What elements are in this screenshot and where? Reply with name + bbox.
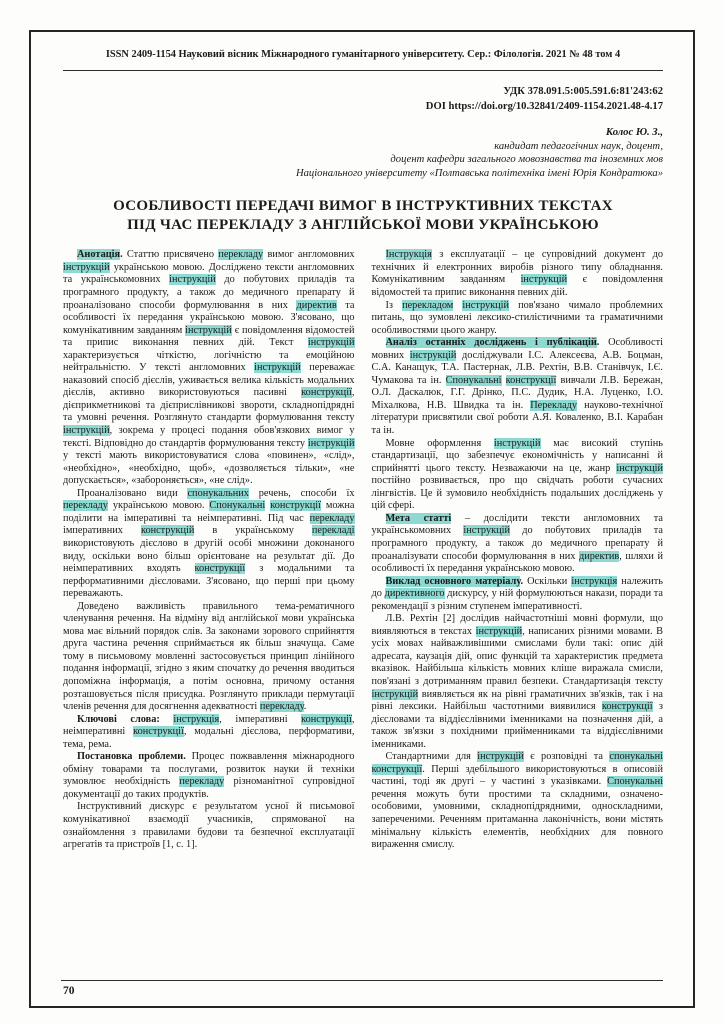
page-number: 70	[63, 985, 75, 997]
paragraph: Л.В. Рехтін [2] дослідив найчастотніші мовні формули, що виявляються в текстах інструкцій, написаних різними мовами. В усіх мовах найважливішими смислами були такі: опис дій адресата, каузація дій, опис функцій та характеристик предмета вказівок. Найбільша кількість мовних кліше виражала смисли, пов'язані з дотриманням правил безпеки. Стандартизація тексту інструкцій виявляється як на рівні граматичних зв'язків, так і на рівні лексики. Найбільш частотними виявилися конструкції з дієсловами та віддієслівними іменниками на позначення дій, а також зв'язки з похідними прийменниками та віддієслівними іменниками.	[371, 613, 664, 750]
highlight: інструкцій	[475, 625, 523, 637]
paragraph-lead: Постановка проблеми.	[77, 751, 192, 763]
highlight: інструкцій	[185, 324, 232, 336]
highlight: інструкцій	[520, 274, 568, 286]
paragraph: Ключові слова: інструкція, імперативні конструкції, неімперативні конструкції, модальні дієслова, перформативи, тема, рема.	[63, 713, 355, 750]
paragraph: Анотація. Статтю присвячено перекладу вимог англомовних інструкцій українською мовою. Досліджено тексти англомовних та українськомовних інструкцій до побутових приладів та програмного продукту, а також до медичного препарату й проаналізовано способи формулювання в них директив та особливості їх передання українською мовою. З'ясовано, що комунікативним завданням інструкцій є повідомлення відомостей та припис виконання певних дій. Текст інструкцій характеризується чіткістю, логічністю та емоційною нейтральністю. У тексті англомовних інструкцій переважає наказовий спосіб дієслів, уживається велика кількість модальних дієслів, активно використовуються пасивні конструкції, дієприкметникові та дієприслівникові звороти, складнопідрядні та умовні речення. Розглянуто стандарти формулювання тексту інструкцій, зокрема у процесі подання обов'язкових вимог у тексті. Відповідно до стандартів формулювання тексту інструкцій у тексті мають використовуватися слова «повинен», «слід», «необхідно», «необхідно, щоб», «дозволяється тільки», «не допускається», «забороняється», «не слід».	[63, 249, 355, 487]
highlight: інструкція	[173, 713, 220, 725]
highlight: перекладу	[309, 512, 355, 524]
highlight: Анотація	[77, 249, 121, 261]
highlight: перекладі	[311, 525, 355, 537]
highlight: Спонукальні	[445, 374, 502, 386]
highlight: директив	[579, 550, 620, 562]
article-title-line1: ОСОБЛИВОСТІ ПЕРЕДАЧІ ВИМОГ В ІНСТРУКТИВНИХ ТЕКСТАХ	[113, 198, 613, 215]
paragraph: Доведено важливість правильного тема-рематичного членування речення. На відміну від англійської мови українська мова має вільний порядок слів. За законами зорового сприйняття друга частина речення сприймається як більш значуща. Саме тому в письмовому мовленні застосовується принцип лінійного подання інформації, згідно з яким спочатку до речення вводиться допоміжна інформація, а потім основна, причому остання розташовується після присудка. Розглянуто приклади пермутації членів речення для досягнення адекватності перекладу.	[63, 600, 355, 713]
highlight: інструкцій	[463, 525, 510, 537]
journal-header: ISSN 2409-1154 Науковий вісник Міжнародного гуманітарного університету. Сер.: Філологія. 2021 № 48 том 4	[63, 44, 663, 71]
paragraph: Постановка проблеми. Процес пожвавлення міжнародного обміну товарами та послугами, розвиток науки й техніки зумовлює необхідність перекладу різноманітної супровідної документації до таких продуктів.	[63, 751, 355, 800]
highlight: конструкції	[301, 387, 352, 399]
paragraph: Виклад основного матеріалу. Оскільки інструкція належить до директивного дискурсу, у ній формулюються накази, поради та рекомендації з різним ступенем імперативності.	[371, 575, 664, 612]
paragraph: Із перекладом інструкцій пов'язано чимало проблемних питань, що зумовлені лексико-стилістичними та граматичними особливостями цього жанру.	[371, 299, 663, 336]
article-title-line2: ПІД ЧАС ПЕРЕКЛАДУ З АНГЛІЙСЬКОЇ МОВИ УКРАЇНСЬКОЮ	[127, 216, 599, 233]
highlight: Виклад основного матеріалу	[385, 575, 521, 587]
author-position-line: доцент кафедри загального мовознавства та іноземних мов	[390, 154, 663, 166]
paragraph-lead: Аналіз останніх досліджень і публікацій.	[385, 337, 609, 349]
highlight: інструкція	[571, 575, 618, 587]
page-frame	[29, 30, 695, 1008]
highlight: перекладу	[179, 776, 225, 788]
author-university-line: Національного університету «Полтавська політехніка імені Юрія Кондратюка»	[295, 167, 663, 179]
author-name: Колос Ю. З.,	[605, 127, 663, 138]
paragraph: Стандартними для інструкцій є розповідні та спонукальні конструкції. Перші здебільшого використовуються в описовій частині, тоді як другі – у частині з указівками. Спонукальні речення можуть бути простими та складними, означено-особовими, умовними, складнопідрядними, односкладними, запереченими. Реченням притаманна лаконічність, вони містять мінімальну кількість елементів, необхідних для повного вираження смислу.	[371, 751, 663, 851]
highlight: перекладом	[402, 299, 454, 311]
highlight: Інструкція	[385, 249, 432, 261]
highlight: директив	[296, 299, 337, 311]
paragraph-lead	[386, 513, 465, 524]
highlight: спонукальних	[187, 487, 249, 499]
doi-line: DOI https://doi.org/10.32841/2409-1154.2021.48-4.17	[425, 101, 663, 112]
highlight: інструкцій	[477, 751, 524, 763]
highlight: інструкцій	[63, 261, 110, 273]
article-title	[67, 197, 659, 234]
highlight: конструкції	[371, 763, 423, 775]
paragraph: Проаналізовано види спонукальних речень, способи їх перекладу українською мовою. Спонукальні конструкції можна поділити на імперативні та неімперативні. Під час перекладу імперативних конструкцій в українському перекладі використовують дієслово в другій особі множини доконаного виду, оскільки воно більш орієнтоване на результат дії. До неімперативних входять конструкції з модальними та перформативними дієсловами. З'ясовано, що перші при цьому переважають.	[63, 487, 355, 600]
highlight: Аналіз останніх досліджень і публікацій	[385, 337, 597, 349]
paragraph: Мета статті – дослідити тексти англомовних та українськомовних інструкцій до побутових приладів та програмного продукту, а також до медичного препарату й проаналізувати способи формулювання в них директив, шляхи й особливості їх передання українською мовою.	[371, 512, 663, 575]
highlight: інструкцій	[169, 274, 216, 286]
highlight: інструкцій	[462, 299, 510, 311]
highlight: конструкції	[301, 713, 352, 725]
highlight: інструкцій	[254, 362, 301, 374]
highlight: конструкції	[601, 701, 653, 713]
author-block	[63, 126, 663, 180]
highlight: інструкцій	[307, 437, 355, 449]
highlight: спонукальні	[609, 751, 663, 763]
highlight: директивного	[384, 588, 445, 600]
highlight: конструкції	[270, 500, 321, 512]
highlight: Спонукальні	[607, 776, 663, 788]
highlight: конструкції	[133, 726, 184, 738]
highlight: перекладу	[218, 249, 264, 261]
article-body	[63, 249, 663, 851]
highlight: перекладу	[63, 500, 108, 512]
meta-block	[63, 84, 663, 114]
highlight: конструкції	[194, 563, 246, 575]
highlight: інструкцій	[409, 349, 457, 361]
highlight: інструкцій	[371, 688, 419, 700]
highlight: конструкцій	[140, 525, 195, 537]
paragraph-lead: Анотація.	[77, 249, 127, 261]
paragraph-lead: Виклад основного матеріалу.	[385, 575, 528, 587]
highlight: Мета статті	[385, 512, 452, 524]
paragraph: Мовне оформлення інструкцій має високий ступінь стандартизації, що забезпечує економічність у написанні й сприйнятті цього тексту. Незважаючи на це, жанр інструкцій постійно розвивається, про що свідчать роботи сучасних лінгвістів. Це й зумовило необхідність подальших досліджень у цій сфері.	[371, 437, 663, 512]
author-degree-line: кандидат педагогічних наук, доцент,	[494, 140, 663, 152]
column-left	[63, 249, 355, 851]
paragraph: Інструктивний дискурс є результатом усної й письмової комунікативної взаємодії учасників, спрямованої на ознайомлення з правилами будови та безпечної експлуатації агрегатів та пристроїв [1, с. 1].	[63, 801, 355, 851]
page-footer	[61, 980, 663, 997]
highlight: перекладу	[259, 701, 304, 713]
highlight: інструкцій	[616, 462, 663, 474]
highlight: Перекладу	[530, 399, 578, 411]
highlight: інструкцій	[307, 337, 355, 349]
highlight: Спонукальні	[209, 500, 266, 512]
udc-line: УДК 378.091.5:005.591.6:81'243:62	[503, 86, 663, 97]
highlight: інструкцій	[493, 437, 541, 449]
paragraph: Інструкція з експлуатації – це супровідний документ до технічних й електронних виробів різного типу обладнання. Комунікативним завданням інструкцій є повідомлення відомостей та припис виконання певних дій.	[371, 249, 663, 299]
paragraph-lead: Ключові слова:	[77, 713, 174, 725]
paragraph: Аналіз останніх досліджень і публікацій. Особливості мовних інструкцій досліджували І.С. Алексеєва, А.В. Боцман, С.А. Канащук, Т.А. Пастернак, Л.В. Рехтін, В.В. Станівчук, І.Є. Чумакова та ін. Спонукальні конструкції вивчали Л.В. Бережан, О.Л. Даскалюк, Г.Г. Дрінко, П.С. Дудик, Н.А. Луценко, І.О. Міхалкова, Н.В. Швидка та ін. Перекладу науково-технічної літератури присвятили свої роботи А.Я. Коваленко, В.І. Карабан та ін.	[371, 337, 663, 437]
highlight: конструкції	[505, 374, 557, 386]
highlight: інструкцій	[63, 425, 110, 437]
column-right	[372, 249, 664, 851]
